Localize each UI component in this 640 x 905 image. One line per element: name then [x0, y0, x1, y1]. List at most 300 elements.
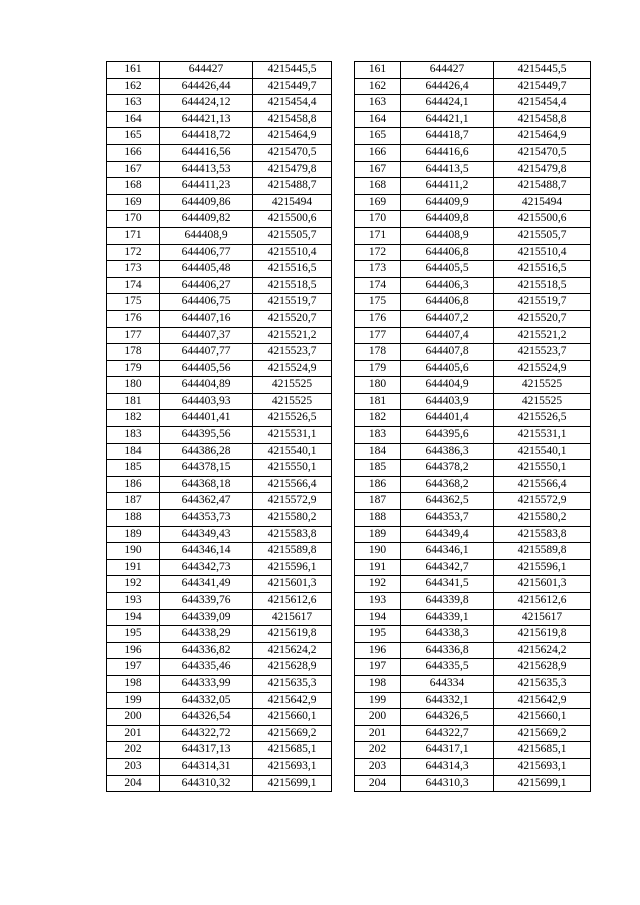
- column-gap: [332, 593, 355, 610]
- table-row: [107, 642, 591, 659]
- table-row: [107, 559, 591, 576]
- x-coordinate-cell: 644406,75: [160, 294, 253, 311]
- y-coordinate-cell: 4215494: [253, 194, 332, 211]
- column-gap: [332, 194, 355, 211]
- y-coordinate-cell: 4215540,1: [253, 443, 332, 460]
- x-coordinate-cell: 644326,54: [160, 709, 253, 726]
- x-coordinate-cell: 644378,15: [160, 460, 253, 477]
- point-number-cell: 189: [107, 526, 160, 543]
- point-number-cell: 180: [107, 377, 160, 394]
- x-coordinate-cell: 644405,48: [160, 261, 253, 278]
- column-gap: [332, 377, 355, 394]
- point-number-rounded-cell: 184: [355, 443, 401, 460]
- table-row: [107, 626, 591, 643]
- x-coordinate-cell: 644407,37: [160, 327, 253, 344]
- column-gap: [332, 294, 355, 311]
- column-gap: [332, 410, 355, 427]
- x-coordinate-cell: 644416,56: [160, 144, 253, 161]
- y-coordinate-cell: 4215635,3: [253, 675, 332, 692]
- y-coordinate-cell: 4215525: [253, 377, 332, 394]
- column-gap: [332, 161, 355, 178]
- y-coordinate-cell: 4215520,7: [253, 310, 332, 327]
- table-row: [107, 593, 591, 610]
- y-coordinate-cell: 4215505,7: [253, 227, 332, 244]
- point-number-cell: 182: [107, 410, 160, 427]
- point-number-rounded-cell: 187: [355, 493, 401, 510]
- column-gap: [332, 526, 355, 543]
- y-coordinate-cell: 4215580,2: [253, 510, 332, 527]
- column-gap: [332, 609, 355, 626]
- point-number-cell: 167: [107, 161, 160, 178]
- point-number-cell: 197: [107, 659, 160, 676]
- x-coordinate-cell: 644342,73: [160, 559, 253, 576]
- y-coordinate-cell: 4215589,8: [253, 543, 332, 560]
- y-coordinate-rounded-cell: 4215580,2: [494, 510, 591, 527]
- x-coordinate-rounded-cell: 644338,3: [401, 626, 494, 643]
- x-coordinate-cell: 644418,72: [160, 128, 253, 145]
- table-row: [107, 775, 591, 792]
- column-gap: [332, 709, 355, 726]
- x-coordinate-rounded-cell: 644326,5: [401, 709, 494, 726]
- y-coordinate-rounded-cell: 4215624,2: [494, 642, 591, 659]
- y-coordinate-rounded-cell: 4215583,8: [494, 526, 591, 543]
- x-coordinate-rounded-cell: 644339,8: [401, 593, 494, 610]
- point-number-rounded-cell: 201: [355, 725, 401, 742]
- x-coordinate-cell: 644335,46: [160, 659, 253, 676]
- point-number-rounded-cell: 177: [355, 327, 401, 344]
- x-coordinate-cell: 644401,41: [160, 410, 253, 427]
- y-coordinate-cell: 4215464,9: [253, 128, 332, 145]
- y-coordinate-cell: 4215642,9: [253, 692, 332, 709]
- y-coordinate-rounded-cell: 4215518,5: [494, 277, 591, 294]
- point-number-rounded-cell: 185: [355, 460, 401, 477]
- x-coordinate-rounded-cell: 644407,8: [401, 344, 494, 361]
- y-coordinate-cell: 4215583,8: [253, 526, 332, 543]
- table-row: [107, 758, 591, 775]
- table-row: [107, 443, 591, 460]
- y-coordinate-cell: 4215516,5: [253, 261, 332, 278]
- y-coordinate-rounded-cell: 4215693,1: [494, 758, 591, 775]
- x-coordinate-cell: 644314,31: [160, 758, 253, 775]
- y-coordinate-cell: 4215617: [253, 609, 332, 626]
- column-gap: [332, 443, 355, 460]
- x-coordinate-rounded-cell: 644339,1: [401, 609, 494, 626]
- x-coordinate-cell: 644403,93: [160, 393, 253, 410]
- column-gap: [332, 178, 355, 195]
- y-coordinate-cell: 4215525: [253, 393, 332, 410]
- y-coordinate-rounded-cell: 4215500,6: [494, 211, 591, 228]
- coordinates-table-body: [107, 62, 591, 792]
- point-number-rounded-cell: 189: [355, 526, 401, 543]
- table-row: [107, 393, 591, 410]
- y-coordinate-cell: 4215479,8: [253, 161, 332, 178]
- point-number-rounded-cell: 170: [355, 211, 401, 228]
- x-coordinate-cell: 644349,43: [160, 526, 253, 543]
- table-row: [107, 709, 591, 726]
- x-coordinate-cell: 644346,14: [160, 543, 253, 560]
- x-coordinate-rounded-cell: 644334: [401, 675, 494, 692]
- x-coordinate-rounded-cell: 644342,7: [401, 559, 494, 576]
- y-coordinate-cell: 4215693,1: [253, 758, 332, 775]
- column-gap: [332, 310, 355, 327]
- point-number-rounded-cell: 180: [355, 377, 401, 394]
- y-coordinate-cell: 4215526,5: [253, 410, 332, 427]
- y-coordinate-rounded-cell: 4215519,7: [494, 294, 591, 311]
- x-coordinate-cell: 644332,05: [160, 692, 253, 709]
- x-coordinate-rounded-cell: 644322,7: [401, 725, 494, 742]
- table-row: [107, 310, 591, 327]
- y-coordinate-cell: 4215519,7: [253, 294, 332, 311]
- y-coordinate-rounded-cell: 4215660,1: [494, 709, 591, 726]
- y-coordinate-rounded-cell: 4215488,7: [494, 178, 591, 195]
- point-number-rounded-cell: 179: [355, 360, 401, 377]
- y-coordinate-rounded-cell: 4215685,1: [494, 742, 591, 759]
- point-number-rounded-cell: 178: [355, 344, 401, 361]
- y-coordinate-cell: 4215685,1: [253, 742, 332, 759]
- y-coordinate-cell: 4215521,2: [253, 327, 332, 344]
- x-coordinate-rounded-cell: 644395,6: [401, 427, 494, 444]
- x-coordinate-cell: 644362,47: [160, 493, 253, 510]
- point-number-rounded-cell: 174: [355, 277, 401, 294]
- point-number-cell: 169: [107, 194, 160, 211]
- point-number-rounded-cell: 161: [355, 62, 401, 79]
- x-coordinate-rounded-cell: 644409,8: [401, 211, 494, 228]
- column-gap: [332, 775, 355, 792]
- table-row: [107, 427, 591, 444]
- x-coordinate-rounded-cell: 644407,2: [401, 310, 494, 327]
- x-coordinate-cell: 644339,09: [160, 609, 253, 626]
- x-coordinate-rounded-cell: 644310,3: [401, 775, 494, 792]
- x-coordinate-cell: 644322,72: [160, 725, 253, 742]
- point-number-rounded-cell: 172: [355, 244, 401, 261]
- column-gap: [332, 393, 355, 410]
- point-number-cell: 166: [107, 144, 160, 161]
- column-gap: [332, 128, 355, 145]
- y-coordinate-cell: 4215619,8: [253, 626, 332, 643]
- table-row: [107, 675, 591, 692]
- y-coordinate-cell: 4215601,3: [253, 576, 332, 593]
- point-number-cell: 163: [107, 95, 160, 112]
- x-coordinate-cell: 644336,82: [160, 642, 253, 659]
- x-coordinate-cell: 644386,28: [160, 443, 253, 460]
- x-coordinate-cell: 644407,16: [160, 310, 253, 327]
- y-coordinate-rounded-cell: 4215669,2: [494, 725, 591, 742]
- table-row: [107, 128, 591, 145]
- y-coordinate-rounded-cell: 4215531,1: [494, 427, 591, 444]
- column-gap: [332, 642, 355, 659]
- y-coordinate-rounded-cell: 4215523,7: [494, 344, 591, 361]
- table-row: [107, 344, 591, 361]
- table-row: [107, 360, 591, 377]
- table-row: [107, 161, 591, 178]
- y-coordinate-rounded-cell: 4215635,3: [494, 675, 591, 692]
- y-coordinate-rounded-cell: 4215445,5: [494, 62, 591, 79]
- table-row: [107, 725, 591, 742]
- y-coordinate-cell: 4215470,5: [253, 144, 332, 161]
- point-number-cell: 199: [107, 692, 160, 709]
- y-coordinate-cell: 4215531,1: [253, 427, 332, 444]
- point-number-rounded-cell: 199: [355, 692, 401, 709]
- point-number-rounded-cell: 195: [355, 626, 401, 643]
- point-number-rounded-cell: 181: [355, 393, 401, 410]
- table-row: [107, 410, 591, 427]
- point-number-cell: 193: [107, 593, 160, 610]
- y-coordinate-rounded-cell: 4215526,5: [494, 410, 591, 427]
- point-number-rounded-cell: 168: [355, 178, 401, 195]
- y-coordinate-cell: 4215523,7: [253, 344, 332, 361]
- x-coordinate-cell: 644413,53: [160, 161, 253, 178]
- y-coordinate-cell: 4215458,8: [253, 111, 332, 128]
- x-coordinate-rounded-cell: 644427: [401, 62, 494, 79]
- point-number-rounded-cell: 197: [355, 659, 401, 676]
- column-gap: [332, 493, 355, 510]
- x-coordinate-cell: 644341,49: [160, 576, 253, 593]
- x-coordinate-rounded-cell: 644406,3: [401, 277, 494, 294]
- point-number-cell: 190: [107, 543, 160, 560]
- table-row: [107, 111, 591, 128]
- point-number-rounded-cell: 182: [355, 410, 401, 427]
- point-number-cell: 201: [107, 725, 160, 742]
- x-coordinate-rounded-cell: 644401,4: [401, 410, 494, 427]
- table-row: [107, 95, 591, 112]
- x-coordinate-rounded-cell: 644418,7: [401, 128, 494, 145]
- point-number-rounded-cell: 169: [355, 194, 401, 211]
- point-number-cell: 183: [107, 427, 160, 444]
- point-number-rounded-cell: 166: [355, 144, 401, 161]
- y-coordinate-cell: 4215510,4: [253, 244, 332, 261]
- point-number-cell: 175: [107, 294, 160, 311]
- x-coordinate-cell: 644338,29: [160, 626, 253, 643]
- column-gap: [332, 78, 355, 95]
- point-number-rounded-cell: 165: [355, 128, 401, 145]
- point-number-rounded-cell: 176: [355, 310, 401, 327]
- x-coordinate-rounded-cell: 644317,1: [401, 742, 494, 759]
- x-coordinate-rounded-cell: 644406,8: [401, 244, 494, 261]
- point-number-rounded-cell: 164: [355, 111, 401, 128]
- x-coordinate-rounded-cell: 644335,5: [401, 659, 494, 676]
- point-number-rounded-cell: 173: [355, 261, 401, 278]
- y-coordinate-rounded-cell: 4215601,3: [494, 576, 591, 593]
- x-coordinate-cell: 644409,86: [160, 194, 253, 211]
- table-row: [107, 327, 591, 344]
- x-coordinate-cell: 644408,9: [160, 227, 253, 244]
- x-coordinate-rounded-cell: 644408,9: [401, 227, 494, 244]
- column-gap: [332, 261, 355, 278]
- point-number-rounded-cell: 183: [355, 427, 401, 444]
- point-number-rounded-cell: 190: [355, 543, 401, 560]
- y-coordinate-rounded-cell: 4215628,9: [494, 659, 591, 676]
- y-coordinate-cell: 4215445,5: [253, 62, 332, 79]
- x-coordinate-rounded-cell: 644407,4: [401, 327, 494, 344]
- x-coordinate-cell: 644421,13: [160, 111, 253, 128]
- column-gap: [332, 659, 355, 676]
- x-coordinate-rounded-cell: 644314,3: [401, 758, 494, 775]
- y-coordinate-rounded-cell: 4215516,5: [494, 261, 591, 278]
- point-number-cell: 202: [107, 742, 160, 759]
- y-coordinate-cell: 4215488,7: [253, 178, 332, 195]
- table-row: [107, 78, 591, 95]
- point-number-rounded-cell: 163: [355, 95, 401, 112]
- point-number-cell: 164: [107, 111, 160, 128]
- table-row: [107, 194, 591, 211]
- y-coordinate-cell: 4215500,6: [253, 211, 332, 228]
- point-number-cell: 198: [107, 675, 160, 692]
- y-coordinate-rounded-cell: 4215699,1: [494, 775, 591, 792]
- point-number-cell: 192: [107, 576, 160, 593]
- column-gap: [332, 476, 355, 493]
- y-coordinate-cell: 4215660,1: [253, 709, 332, 726]
- point-number-cell: 165: [107, 128, 160, 145]
- point-number-cell: 171: [107, 227, 160, 244]
- x-coordinate-rounded-cell: 644411,2: [401, 178, 494, 195]
- column-gap: [332, 277, 355, 294]
- point-number-cell: 194: [107, 609, 160, 626]
- y-coordinate-cell: 4215566,4: [253, 476, 332, 493]
- point-number-cell: 176: [107, 310, 160, 327]
- point-number-cell: 185: [107, 460, 160, 477]
- y-coordinate-rounded-cell: 4215566,4: [494, 476, 591, 493]
- point-number-cell: 196: [107, 642, 160, 659]
- table-row: [107, 294, 591, 311]
- y-coordinate-rounded-cell: 4215470,5: [494, 144, 591, 161]
- x-coordinate-rounded-cell: 644406,8: [401, 294, 494, 311]
- point-number-rounded-cell: 186: [355, 476, 401, 493]
- x-coordinate-rounded-cell: 644404,9: [401, 377, 494, 394]
- point-number-cell: 191: [107, 559, 160, 576]
- y-coordinate-cell: 4215524,9: [253, 360, 332, 377]
- y-coordinate-rounded-cell: 4215458,8: [494, 111, 591, 128]
- point-number-rounded-cell: 194: [355, 609, 401, 626]
- x-coordinate-rounded-cell: 644362,5: [401, 493, 494, 510]
- column-gap: [332, 244, 355, 261]
- x-coordinate-rounded-cell: 644413,5: [401, 161, 494, 178]
- point-number-rounded-cell: 167: [355, 161, 401, 178]
- y-coordinate-rounded-cell: 4215510,4: [494, 244, 591, 261]
- table-row: [107, 659, 591, 676]
- point-number-cell: 170: [107, 211, 160, 228]
- column-gap: [332, 626, 355, 643]
- x-coordinate-cell: 644411,23: [160, 178, 253, 195]
- table-row: [107, 526, 591, 543]
- table-row: [107, 261, 591, 278]
- x-coordinate-rounded-cell: 644346,1: [401, 543, 494, 560]
- point-number-rounded-cell: 198: [355, 675, 401, 692]
- x-coordinate-cell: 644333,99: [160, 675, 253, 692]
- y-coordinate-rounded-cell: 4215464,9: [494, 128, 591, 145]
- point-number-rounded-cell: 196: [355, 642, 401, 659]
- x-coordinate-rounded-cell: 644336,8: [401, 642, 494, 659]
- table-row: [107, 211, 591, 228]
- x-coordinate-cell: 644317,13: [160, 742, 253, 759]
- x-coordinate-rounded-cell: 644426,4: [401, 78, 494, 95]
- y-coordinate-rounded-cell: 4215454,4: [494, 95, 591, 112]
- x-coordinate-rounded-cell: 644403,9: [401, 393, 494, 410]
- point-number-cell: 195: [107, 626, 160, 643]
- y-coordinate-cell: 4215669,2: [253, 725, 332, 742]
- column-gap: [332, 543, 355, 560]
- point-number-cell: 188: [107, 510, 160, 527]
- y-coordinate-rounded-cell: 4215589,8: [494, 543, 591, 560]
- column-gap: [332, 559, 355, 576]
- column-gap: [332, 360, 355, 377]
- table-row: [107, 692, 591, 709]
- point-number-cell: 203: [107, 758, 160, 775]
- column-gap: [332, 62, 355, 79]
- point-number-rounded-cell: 200: [355, 709, 401, 726]
- x-coordinate-rounded-cell: 644416,6: [401, 144, 494, 161]
- column-gap: [332, 675, 355, 692]
- x-coordinate-rounded-cell: 644368,2: [401, 476, 494, 493]
- point-number-rounded-cell: 191: [355, 559, 401, 576]
- x-coordinate-rounded-cell: 644386,3: [401, 443, 494, 460]
- point-number-rounded-cell: 193: [355, 593, 401, 610]
- y-coordinate-cell: 4215449,7: [253, 78, 332, 95]
- x-coordinate-rounded-cell: 644353,7: [401, 510, 494, 527]
- column-gap: [332, 725, 355, 742]
- column-gap: [332, 144, 355, 161]
- table-row: [107, 576, 591, 593]
- y-coordinate-rounded-cell: 4215612,6: [494, 593, 591, 610]
- y-coordinate-rounded-cell: 4215505,7: [494, 227, 591, 244]
- y-coordinate-rounded-cell: 4215521,2: [494, 327, 591, 344]
- x-coordinate-cell: 644406,77: [160, 244, 253, 261]
- x-coordinate-cell: 644310,32: [160, 775, 253, 792]
- column-gap: [332, 427, 355, 444]
- y-coordinate-cell: 4215572,9: [253, 493, 332, 510]
- x-coordinate-rounded-cell: 644409,9: [401, 194, 494, 211]
- column-gap: [332, 576, 355, 593]
- y-coordinate-cell: 4215628,9: [253, 659, 332, 676]
- y-coordinate-rounded-cell: 4215449,7: [494, 78, 591, 95]
- point-number-cell: 187: [107, 493, 160, 510]
- table-row: [107, 244, 591, 261]
- column-gap: [332, 95, 355, 112]
- point-number-cell: 172: [107, 244, 160, 261]
- y-coordinate-rounded-cell: 4215525: [494, 377, 591, 394]
- y-coordinate-rounded-cell: 4215540,1: [494, 443, 591, 460]
- point-number-cell: 177: [107, 327, 160, 344]
- y-coordinate-rounded-cell: 4215524,9: [494, 360, 591, 377]
- column-gap: [332, 111, 355, 128]
- y-coordinate-rounded-cell: 4215525: [494, 393, 591, 410]
- point-number-cell: 181: [107, 393, 160, 410]
- column-gap: [332, 510, 355, 527]
- table-row: [107, 227, 591, 244]
- column-gap: [332, 211, 355, 228]
- point-number-cell: 178: [107, 344, 160, 361]
- y-coordinate-rounded-cell: 4215596,1: [494, 559, 591, 576]
- table-row: [107, 742, 591, 759]
- x-coordinate-cell: 644395,56: [160, 427, 253, 444]
- x-coordinate-cell: 644409,82: [160, 211, 253, 228]
- point-number-cell: 173: [107, 261, 160, 278]
- point-number-rounded-cell: 202: [355, 742, 401, 759]
- y-coordinate-cell: 4215454,4: [253, 95, 332, 112]
- point-number-rounded-cell: 162: [355, 78, 401, 95]
- x-coordinate-cell: 644368,18: [160, 476, 253, 493]
- y-coordinate-cell: 4215550,1: [253, 460, 332, 477]
- x-coordinate-rounded-cell: 644341,5: [401, 576, 494, 593]
- x-coordinate-rounded-cell: 644378,2: [401, 460, 494, 477]
- y-coordinate-rounded-cell: 4215520,7: [494, 310, 591, 327]
- y-coordinate-cell: 4215624,2: [253, 642, 332, 659]
- x-coordinate-cell: 644426,44: [160, 78, 253, 95]
- point-number-rounded-cell: 188: [355, 510, 401, 527]
- y-coordinate-rounded-cell: 4215572,9: [494, 493, 591, 510]
- point-number-rounded-cell: 192: [355, 576, 401, 593]
- table-row: [107, 543, 591, 560]
- y-coordinate-cell: 4215699,1: [253, 775, 332, 792]
